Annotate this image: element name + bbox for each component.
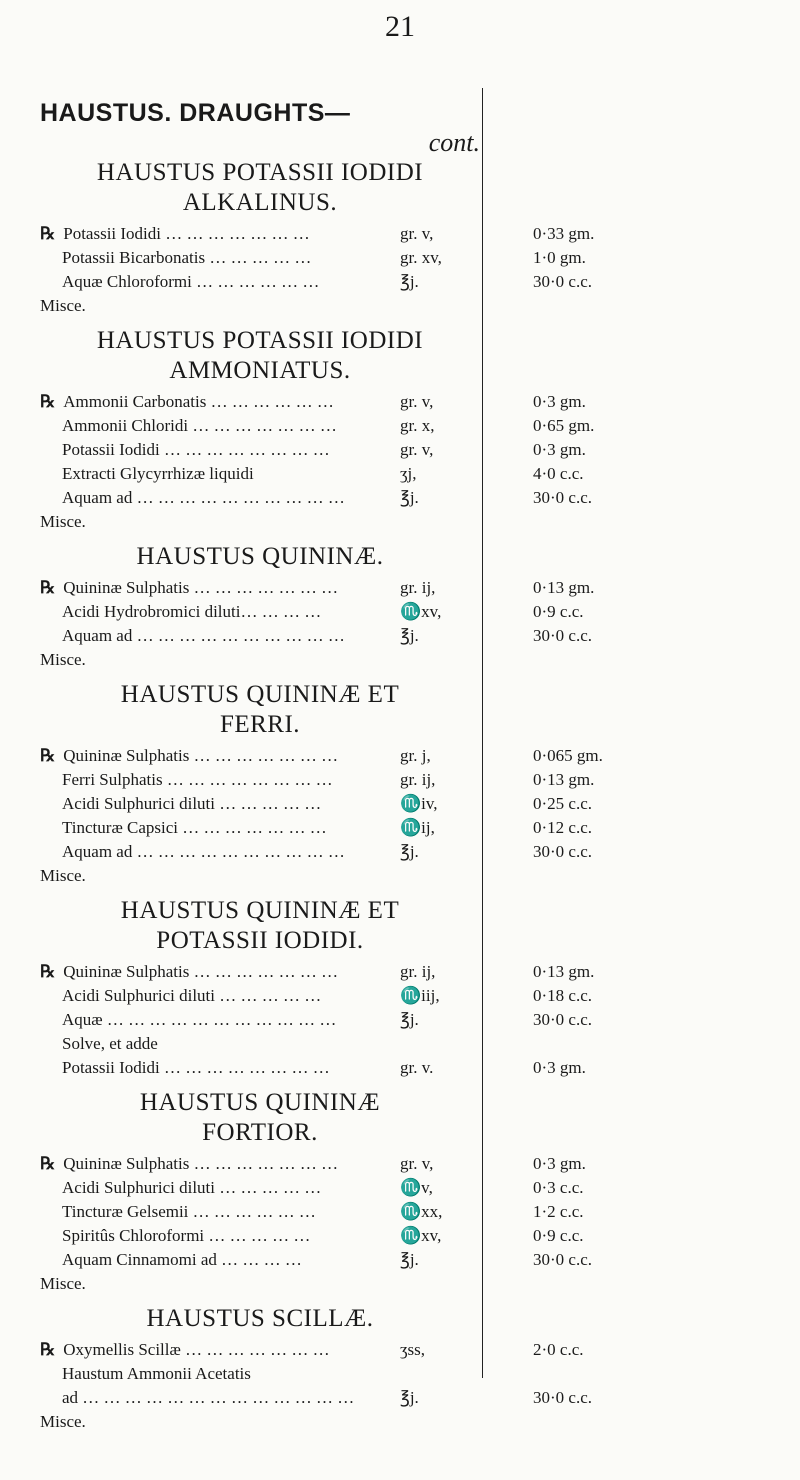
recipe-symbol: ℞ bbox=[40, 1340, 56, 1359]
ingredient-name: Acidi Hydrobromici diluti… … … … bbox=[62, 602, 322, 621]
dose-value: gr. v, bbox=[400, 440, 434, 459]
metric-closing-spacer bbox=[505, 864, 795, 888]
ingredient-name: Quininæ Sulphatis … … … … … … … bbox=[63, 578, 339, 597]
ingredient-cell bbox=[40, 768, 400, 792]
ingredient-cell bbox=[40, 486, 400, 510]
metric-title-spacer bbox=[505, 1304, 795, 1334]
spacer bbox=[505, 1296, 795, 1304]
metric-title-spacer bbox=[505, 680, 795, 710]
dose-value: ℥j. bbox=[400, 626, 419, 645]
section-title: HAUSTUS SCILLÆ. bbox=[146, 1305, 374, 1332]
metric-title-spacer bbox=[505, 710, 795, 740]
section-title: HAUSTUS POTASSII IODIDI bbox=[96, 327, 424, 354]
metric-equivalent: 30·0 c.c. bbox=[533, 1250, 593, 1269]
ingredient-cell bbox=[40, 624, 400, 648]
ingredient-cell bbox=[40, 246, 400, 270]
ingredient-name: Potassii Bicarbonatis … … … … … bbox=[62, 248, 312, 267]
ingredient-cell bbox=[40, 1248, 400, 1272]
prescription-row bbox=[40, 816, 480, 840]
prescription-row bbox=[40, 1248, 480, 1272]
recipe-column bbox=[40, 98, 480, 1442]
ingredient-cell bbox=[40, 1176, 400, 1200]
ingredient-cell bbox=[40, 222, 400, 246]
ingredient-cell bbox=[40, 270, 400, 294]
metric-equivalent: 0·9 c.c. bbox=[533, 602, 584, 621]
closing-instruction: Misce. bbox=[40, 866, 86, 885]
metric-title-spacer bbox=[505, 926, 795, 956]
metric-equivalent: 30·0 c.c. bbox=[533, 842, 593, 861]
dose-value: gr. ij, bbox=[400, 770, 436, 789]
metric-equivalent: 0·3 gm. bbox=[533, 440, 586, 459]
section-title: HAUSTUS QUININÆ bbox=[139, 1089, 381, 1116]
metric-title-spacer bbox=[505, 326, 795, 356]
section-title: HAUSTUS POTASSII IODIDI bbox=[96, 159, 424, 186]
ingredient-cell bbox=[40, 1032, 400, 1056]
metric-equivalent: 0·13 gm. bbox=[533, 770, 595, 789]
ingredient-cell bbox=[40, 840, 400, 864]
ingredient-cell bbox=[40, 1338, 400, 1362]
prescription-row bbox=[40, 840, 480, 864]
ingredient-name: Aquæ … … … … … … … … … … … bbox=[62, 1010, 337, 1029]
ingredient-name: Quininæ Sulphatis … … … … … … … bbox=[63, 962, 339, 981]
recipe-symbol: ℞ bbox=[40, 392, 56, 411]
ingredient-name: Aquam ad … … … … … … … … … … bbox=[62, 488, 345, 507]
dose-value: gr. v, bbox=[400, 224, 434, 243]
dose-value: gr. xv, bbox=[400, 248, 442, 267]
spacer bbox=[40, 318, 480, 326]
dose-value: ℥j. bbox=[400, 1010, 419, 1029]
metric-equivalent: 1·2 c.c. bbox=[533, 1202, 584, 1221]
recipe-symbol: ℞ bbox=[40, 578, 56, 597]
ingredient-name: Oxymellis Scillæ … … … … … … … bbox=[63, 1340, 330, 1359]
spacer bbox=[40, 888, 480, 896]
dose-value: gr. j, bbox=[400, 746, 431, 765]
ingredient-name: Acidi Sulphurici diluti … … … … … bbox=[62, 794, 322, 813]
prescription-row bbox=[40, 390, 480, 414]
metric-equivalent: 0·12 c.c. bbox=[533, 818, 593, 837]
prescription-row bbox=[40, 1008, 480, 1032]
dose-value: ♏v, bbox=[400, 1178, 433, 1197]
dose-value: ♏iij, bbox=[400, 986, 440, 1005]
section-title: ALKALINUS. bbox=[182, 189, 338, 216]
spacer bbox=[505, 1434, 795, 1442]
ingredient-name: Potassii Iodidi … … … … … … … … bbox=[62, 1058, 330, 1077]
ingredient-name: Potassii Iodidi … … … … … … … bbox=[63, 224, 310, 243]
spacer bbox=[40, 1296, 480, 1304]
metric-equivalent: 0·33 gm. bbox=[533, 224, 595, 243]
metric-equivalent: 30·0 c.c. bbox=[533, 488, 593, 507]
prescription-row bbox=[40, 792, 480, 816]
metric-equivalent: 0·3 gm. bbox=[533, 392, 586, 411]
metric-equivalent: 1·0 gm. bbox=[533, 248, 586, 267]
metric-title-spacer bbox=[505, 1088, 795, 1118]
ingredient-name: Ammonii Chloridi … … … … … … … bbox=[62, 416, 337, 435]
prescription-row bbox=[40, 600, 480, 624]
dose-value: ʒj, bbox=[400, 464, 417, 483]
spacer bbox=[505, 1080, 795, 1088]
spacer bbox=[40, 1080, 480, 1088]
dose-value: gr. ij, bbox=[400, 578, 436, 597]
ingredient-name: Aquæ Chloroformi … … … … … … bbox=[62, 272, 320, 291]
metric-header-spacer bbox=[505, 98, 795, 158]
ingredient-cell bbox=[40, 1362, 400, 1386]
spacer bbox=[505, 534, 795, 542]
ingredient-cell bbox=[40, 960, 400, 984]
dose-value: ♏xv, bbox=[400, 1226, 442, 1245]
ingredient-cell bbox=[40, 1056, 400, 1080]
ingredient-name: Acidi Sulphurici diluti … … … … … bbox=[62, 1178, 322, 1197]
ingredient-cell bbox=[40, 462, 400, 486]
ingredient-name: Spiritûs Chloroformi … … … … … bbox=[62, 1226, 311, 1245]
dose-value bbox=[400, 1032, 480, 1056]
prescription-row bbox=[40, 1032, 480, 1056]
metric-equivalent: 0·25 c.c. bbox=[533, 794, 593, 813]
prescription-row bbox=[40, 624, 480, 648]
metric-equivalent: 30·0 c.c. bbox=[533, 272, 593, 291]
metric-equivalent: 0·18 c.c. bbox=[533, 986, 593, 1005]
ingredient-name: Aquam Cinnamomi ad … … … … bbox=[62, 1250, 302, 1269]
metric-equivalent: 0·065 gm. bbox=[533, 746, 603, 765]
prescription-row bbox=[40, 1362, 480, 1386]
metric-equivalent: 30·0 c.c. bbox=[533, 626, 593, 645]
metric-equivalent: 0·13 gm. bbox=[533, 962, 595, 981]
ingredient-name: Aquam ad … … … … … … … … … … bbox=[62, 626, 345, 645]
metric-closing-spacer bbox=[505, 510, 795, 534]
column-divider bbox=[482, 88, 483, 1378]
prescription-row bbox=[40, 576, 480, 600]
section-title: HAUSTUS QUININÆ ET bbox=[120, 897, 400, 924]
prescription-row bbox=[40, 1176, 480, 1200]
prescription-row bbox=[40, 960, 480, 984]
ingredient-cell bbox=[40, 1008, 400, 1032]
prescription-row bbox=[40, 1056, 480, 1080]
ingredient-name: Ferri Sulphatis … … … … … … … … bbox=[62, 770, 333, 789]
section-title: FERRI. bbox=[219, 711, 301, 738]
section-title: AMMONIATUS. bbox=[169, 357, 351, 384]
metric-column bbox=[505, 98, 795, 1442]
metric-equivalent bbox=[505, 1362, 795, 1386]
ingredient-name: Quininæ Sulphatis … … … … … … … bbox=[63, 746, 339, 765]
dose-value: gr. x, bbox=[400, 416, 435, 435]
prescription-row bbox=[40, 768, 480, 792]
ingredient-cell bbox=[40, 390, 400, 414]
closing-instruction: Misce. bbox=[40, 1412, 86, 1431]
dose-value: ♏iv, bbox=[400, 794, 438, 813]
prescription-row bbox=[40, 486, 480, 510]
section-title: FORTIOR. bbox=[202, 1119, 318, 1146]
prescription-row bbox=[40, 1338, 480, 1362]
ingredient-name: ad … … … … … … … … … … … … … bbox=[62, 1388, 355, 1407]
metric-equivalent: 30·0 c.c. bbox=[533, 1388, 593, 1407]
section-title: HAUSTUS QUININÆ ET bbox=[120, 681, 400, 708]
ingredient-name: Potassii Iodidi … … … … … … … … bbox=[62, 440, 330, 459]
metric-equivalent: 4·0 c.c. bbox=[533, 464, 584, 483]
ingredient-name: Quininæ Sulphatis … … … … … … … bbox=[63, 1154, 339, 1173]
metric-title-spacer bbox=[505, 542, 795, 572]
metric-equivalent: 2·0 c.c. bbox=[533, 1340, 584, 1359]
ingredient-cell bbox=[40, 600, 400, 624]
dose-value bbox=[400, 1362, 480, 1386]
dose-value: ℥j. bbox=[400, 272, 419, 291]
ingredient-name: Ammonii Carbonatis … … … … … … bbox=[63, 392, 334, 411]
prescription-row bbox=[40, 1386, 480, 1410]
prescription-row bbox=[40, 984, 480, 1008]
dose-value: ʒss, bbox=[400, 1340, 426, 1359]
dose-value: ♏xx, bbox=[400, 1202, 443, 1221]
metric-equivalent: 0·13 gm. bbox=[533, 578, 595, 597]
prescription-row bbox=[40, 438, 480, 462]
ingredient-cell bbox=[40, 576, 400, 600]
closing-instruction: Misce. bbox=[40, 512, 86, 531]
ingredient-name: Solve, et adde bbox=[62, 1034, 158, 1053]
spacer bbox=[505, 672, 795, 680]
ingredient-cell bbox=[40, 1386, 400, 1410]
metric-title-spacer bbox=[505, 158, 795, 188]
ingredient-cell bbox=[40, 438, 400, 462]
ingredient-name: Aquam ad … … … … … … … … … … bbox=[62, 842, 345, 861]
recipe-symbol: ℞ bbox=[40, 1154, 56, 1173]
prescription-row bbox=[40, 270, 480, 294]
dose-value: gr. v. bbox=[400, 1058, 434, 1077]
metric-closing-spacer bbox=[505, 294, 795, 318]
spacer bbox=[505, 888, 795, 896]
section-title: POTASSII IODIDI. bbox=[156, 927, 364, 954]
prescription-row bbox=[40, 222, 480, 246]
metric-equivalent bbox=[505, 1032, 795, 1056]
page-heading: HAUSTUS. DRAUGHTS— bbox=[40, 99, 351, 127]
metric-title-spacer bbox=[505, 896, 795, 926]
ingredient-cell bbox=[40, 984, 400, 1008]
ingredient-name: Tincturæ Gelsemii … … … … … … bbox=[62, 1202, 316, 1221]
prescription-row bbox=[40, 462, 480, 486]
closing-instruction: Misce. bbox=[40, 296, 86, 315]
dose-value: ℥j. bbox=[400, 842, 419, 861]
metric-closing-spacer bbox=[505, 648, 795, 672]
dose-value: gr. v, bbox=[400, 1154, 434, 1173]
continued-label: cont. bbox=[428, 128, 480, 157]
closing-instruction: Misce. bbox=[40, 1274, 86, 1293]
ingredient-name: Acidi Sulphurici diluti … … … … … bbox=[62, 986, 322, 1005]
ingredient-cell bbox=[40, 1152, 400, 1176]
metric-equivalent: 0·3 c.c. bbox=[533, 1178, 584, 1197]
prescription-row bbox=[40, 1152, 480, 1176]
ingredient-cell bbox=[40, 414, 400, 438]
prescription-row bbox=[40, 1224, 480, 1248]
ingredient-cell bbox=[40, 744, 400, 768]
prescription-row bbox=[40, 414, 480, 438]
spacer bbox=[40, 672, 480, 680]
metric-equivalent: 0·65 gm. bbox=[533, 416, 595, 435]
spacer bbox=[40, 1434, 480, 1442]
metric-title-spacer bbox=[505, 1118, 795, 1148]
prescription-row bbox=[40, 246, 480, 270]
spacer bbox=[40, 534, 480, 542]
ingredient-cell bbox=[40, 816, 400, 840]
dose-value: gr. v, bbox=[400, 392, 434, 411]
metric-equivalent: 0·3 gm. bbox=[533, 1058, 586, 1077]
page-number: 21 bbox=[385, 10, 415, 43]
dose-value: ℥j. bbox=[400, 1250, 419, 1269]
dose-value: ℥j. bbox=[400, 1388, 419, 1407]
ingredient-cell bbox=[40, 1200, 400, 1224]
ingredient-name: Haustum Ammonii Acetatis bbox=[62, 1364, 251, 1383]
ingredient-name: Extracti Glycyrrhizæ liquidi bbox=[62, 464, 254, 483]
ingredient-cell bbox=[40, 792, 400, 816]
ingredient-cell bbox=[40, 1224, 400, 1248]
dose-value: ℥j. bbox=[400, 488, 419, 507]
metric-closing-spacer bbox=[505, 1410, 795, 1434]
recipe-symbol: ℞ bbox=[40, 962, 56, 981]
closing-instruction: Misce. bbox=[40, 650, 86, 669]
prescription-row bbox=[40, 1200, 480, 1224]
metric-title-spacer bbox=[505, 356, 795, 386]
dose-value: ♏ij, bbox=[400, 818, 435, 837]
prescription-row bbox=[40, 744, 480, 768]
dose-value: ♏xv, bbox=[400, 602, 442, 621]
metric-equivalent: 0·9 c.c. bbox=[533, 1226, 584, 1245]
metric-equivalent: 30·0 c.c. bbox=[533, 1010, 593, 1029]
recipe-symbol: ℞ bbox=[40, 224, 56, 243]
section-title: HAUSTUS QUININÆ. bbox=[136, 543, 384, 570]
recipe-symbol: ℞ bbox=[40, 746, 56, 765]
metric-title-spacer bbox=[505, 188, 795, 218]
ingredient-name: Tincturæ Capsici … … … … … … … bbox=[62, 818, 327, 837]
metric-closing-spacer bbox=[505, 1272, 795, 1296]
metric-equivalent: 0·3 gm. bbox=[533, 1154, 586, 1173]
spacer bbox=[505, 318, 795, 326]
dose-value: gr. ij, bbox=[400, 962, 436, 981]
